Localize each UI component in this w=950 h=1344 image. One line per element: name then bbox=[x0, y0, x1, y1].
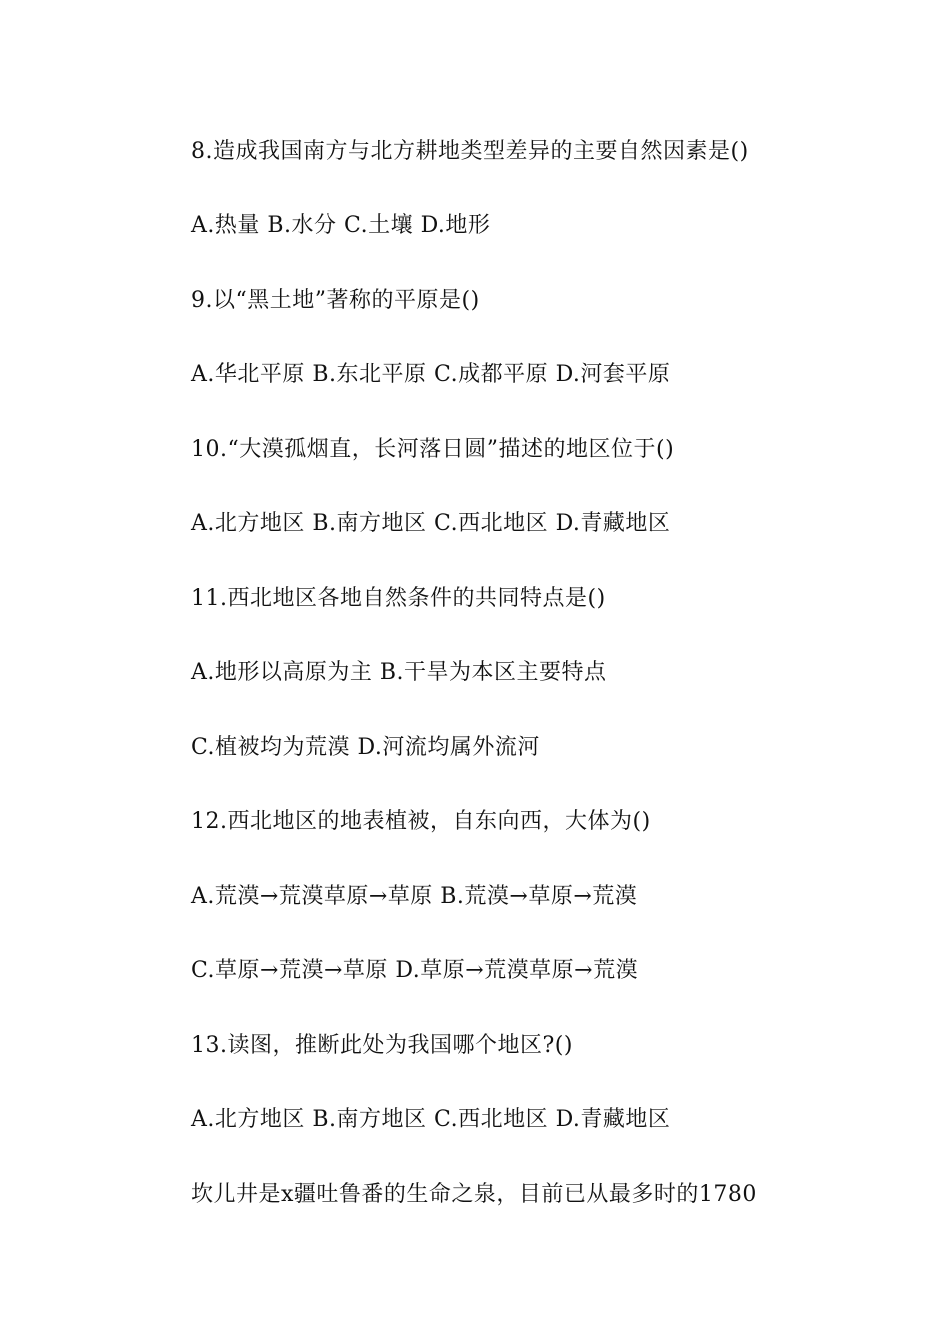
question-12-options-ab: A.荒漠→荒漠草原→草原 B.荒漠→草原→荒漠 bbox=[191, 884, 638, 909]
question-9-options: A.华北平原 B.东北平原 C.成都平原 D.河套平原 bbox=[191, 362, 671, 387]
question-12: 12.西北地区的地表植被，自东向西，大体为() bbox=[191, 809, 651, 834]
question-11: 11.西北地区各地自然条件的共同特点是() bbox=[191, 586, 606, 611]
question-8: 8.造成我国南方与北方耕地类型差异的主要自然因素是() bbox=[191, 139, 749, 164]
question-13-options: A.北方地区 B.南方地区 C.西北地区 D.青藏地区 bbox=[191, 1107, 671, 1132]
question-10-options: A.北方地区 B.南方地区 C.西北地区 D.青藏地区 bbox=[191, 511, 671, 536]
question-12-options-cd: C.草原→荒漠→草原 D.草原→荒漠草原→荒漠 bbox=[191, 958, 639, 983]
question-13: 13.读图，推断此处为我国哪个地区?() bbox=[191, 1033, 573, 1058]
question-11-options-ab: A.地形以高原为主 B.干旱为本区主要特点 bbox=[191, 660, 607, 685]
reading-passage: 坎儿井是x疆吐鲁番的生命之泉，目前已从最多时的1780 bbox=[191, 1182, 757, 1207]
question-9: 9.以“黑土地”著称的平原是() bbox=[191, 288, 480, 313]
question-8-options: A.热量 B.水分 C.土壤 D.地形 bbox=[191, 213, 491, 238]
question-11-options-cd: C.植被均为荒漠 D.河流均属外流河 bbox=[191, 735, 540, 760]
question-10: 10.“大漠孤烟直，长河落日圆”描述的地区位于() bbox=[191, 437, 675, 462]
